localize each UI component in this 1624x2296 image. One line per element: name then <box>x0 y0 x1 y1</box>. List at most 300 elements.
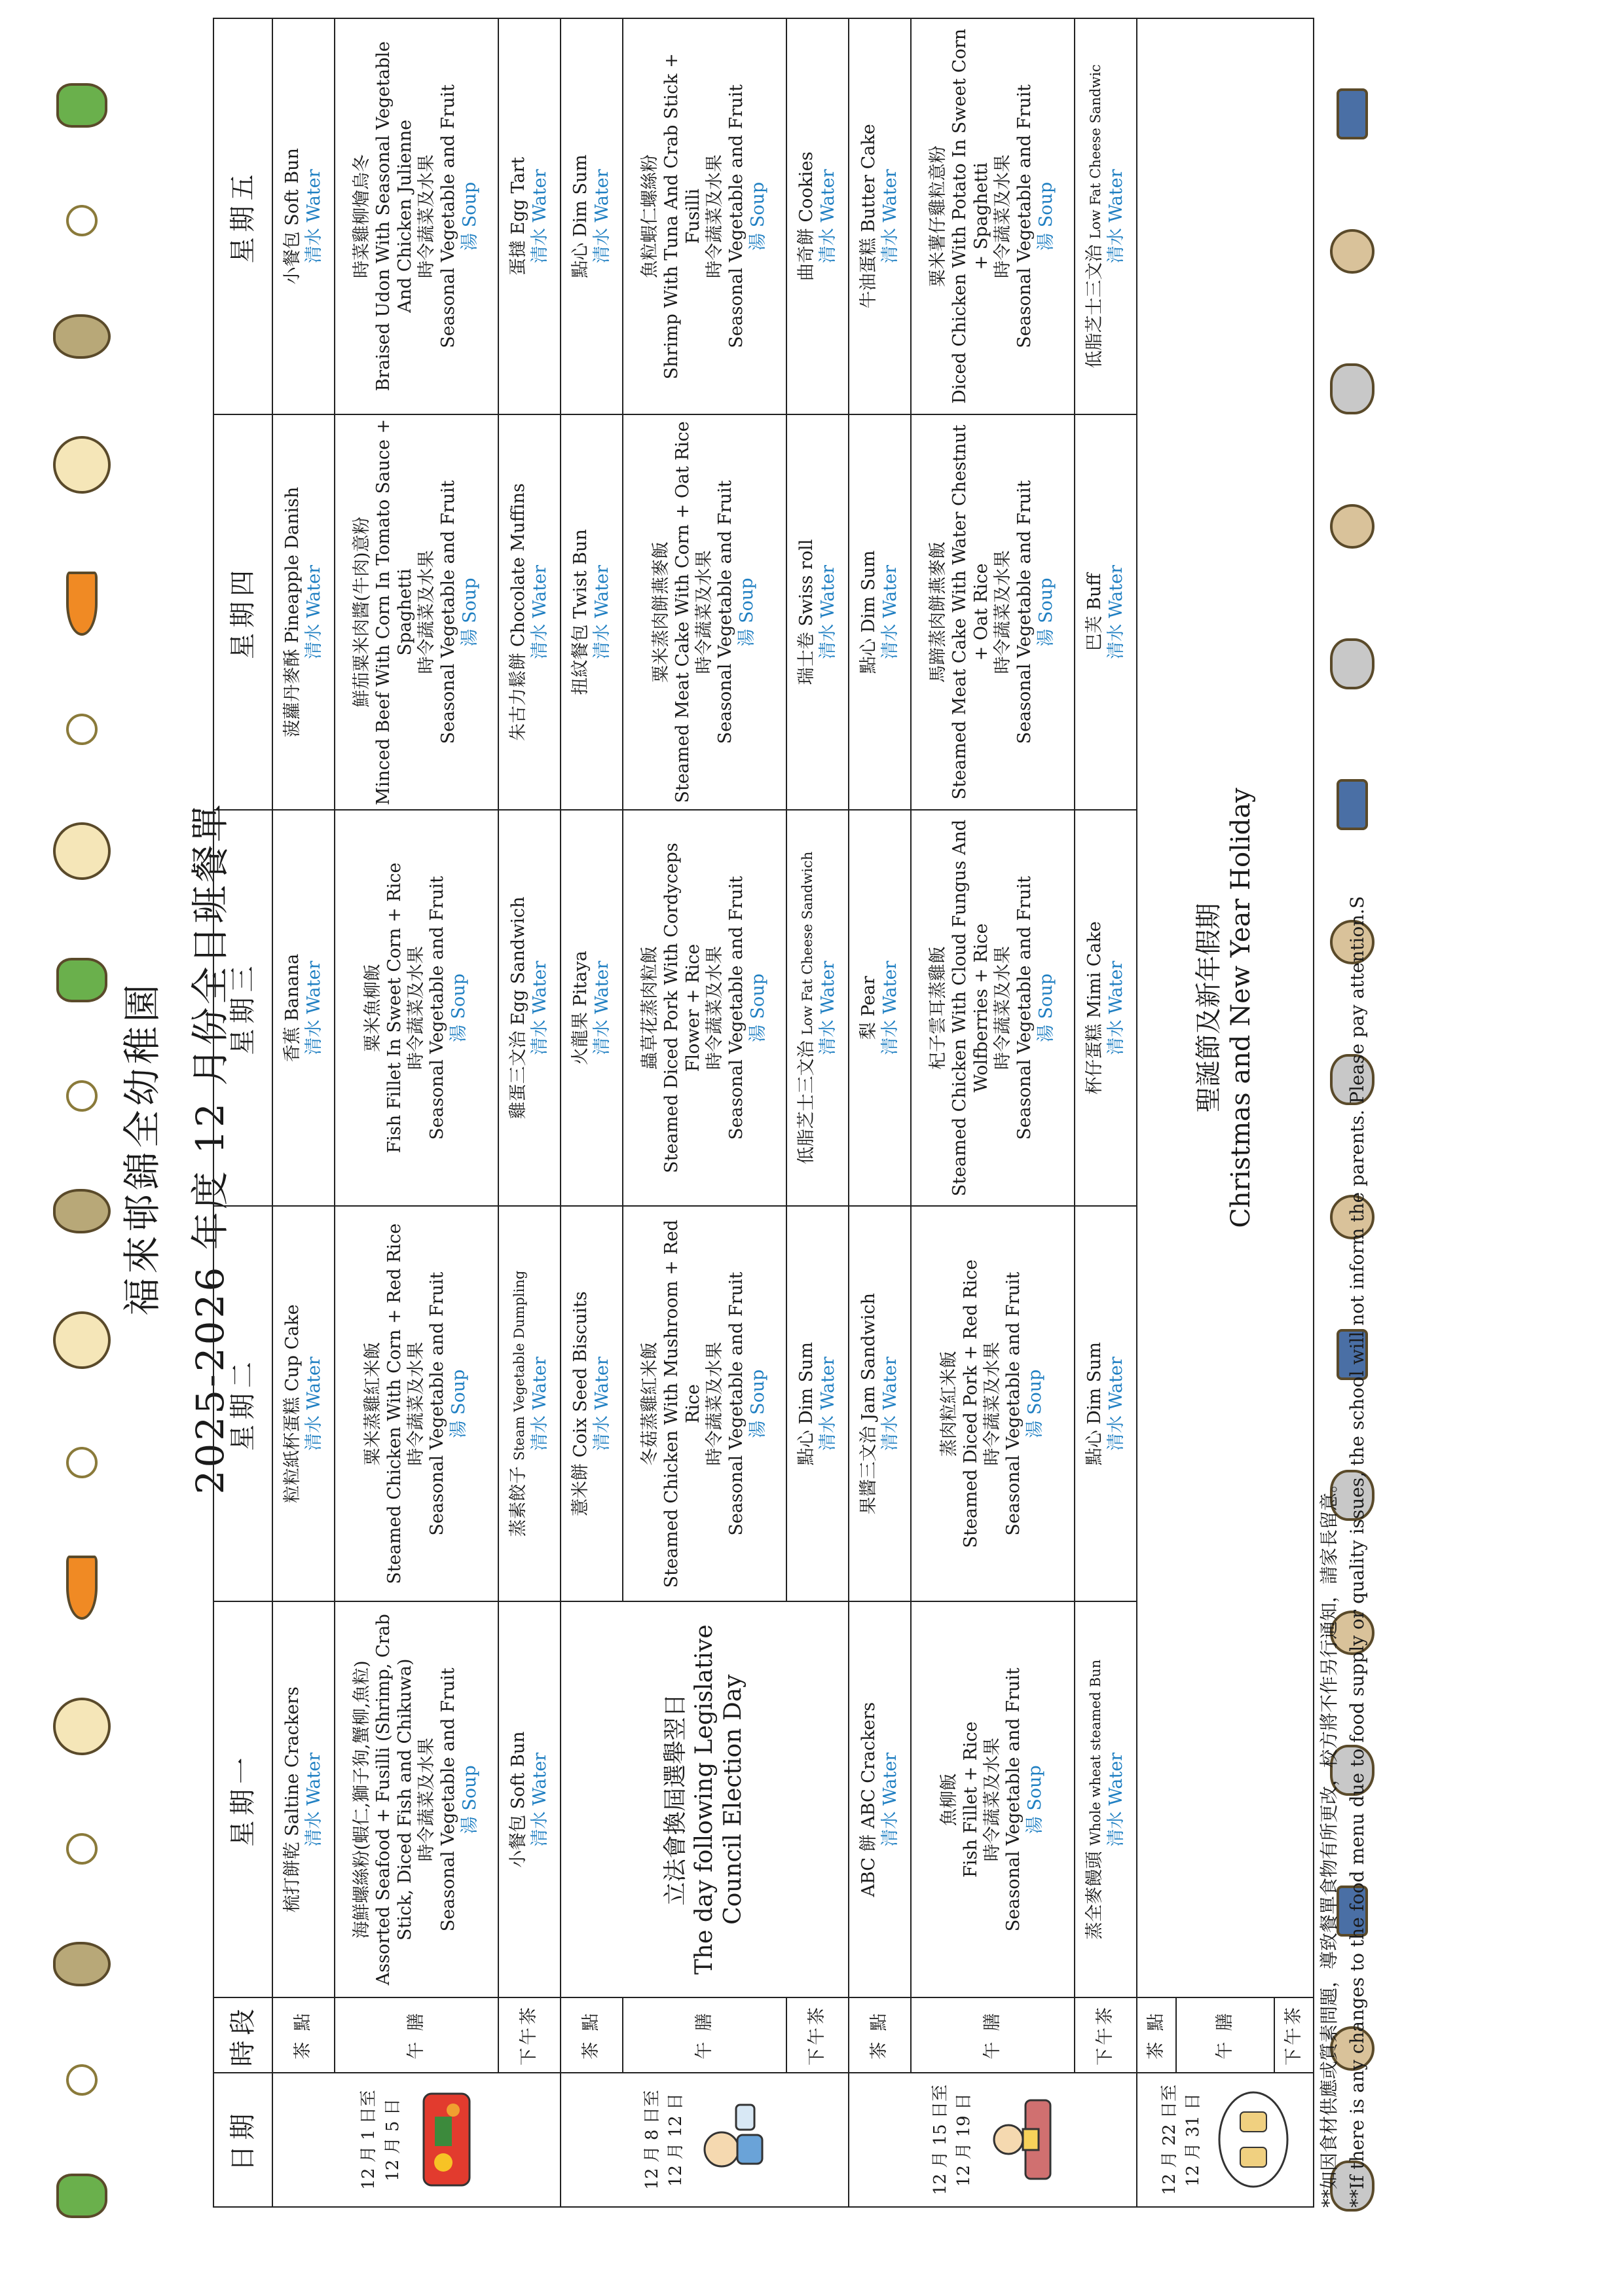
tea-name-en: Low Fat Cheese Sandwic <box>1087 64 1103 239</box>
water-label-zh: 清水 <box>1105 623 1126 659</box>
week-illustration <box>414 2077 476 2202</box>
side-dish-en: Seasonal Vegetable and Fruit <box>1014 84 1035 348</box>
water-label-en: Water <box>879 1357 900 1410</box>
side-dish-en: Seasonal Vegetable and Fruit <box>715 480 736 744</box>
tea-name-zh: 蒸素餃子 <box>507 1466 528 1537</box>
snack-name-zh: 小餐包 <box>282 231 303 285</box>
water-label-en: Water <box>303 1357 324 1410</box>
water-label-zh: 清水 <box>879 1415 900 1451</box>
side-dish-en: Seasonal Vegetable and Fruit <box>427 1271 448 1536</box>
week-3-lunch-row <box>911 18 1075 2207</box>
water-label-zh: 清水 <box>529 1415 550 1451</box>
date-cell <box>1137 2073 1314 2207</box>
toy-car-icon <box>1337 780 1368 831</box>
snack-name-zh: 薏米餅 <box>570 1463 591 1516</box>
snack-name-zh: 香蕉 <box>282 1027 303 1063</box>
spiral-icon <box>66 1447 98 1478</box>
snack-name-en: Pear <box>858 975 879 1017</box>
lunch-cell <box>623 18 786 414</box>
slot-label-snack: 茶 點 <box>849 1997 911 2073</box>
column-header-monday: 星期一 <box>213 1601 272 1997</box>
water-label-en: Water <box>817 960 838 1014</box>
snack-cell <box>849 18 911 414</box>
tea-name-zh: 點心 <box>796 1430 817 1466</box>
snack-cell <box>272 414 335 811</box>
side-dish-zh: 時令蔬菜及水果 <box>705 154 725 278</box>
tea-name-zh: 曲奇餅 <box>796 228 817 282</box>
lunch-cell <box>335 1601 498 1997</box>
water-label-zh: 清水 <box>303 1019 324 1055</box>
tea-cell <box>498 414 561 811</box>
snack-name-zh: 粒粒紙杯蛋糕 <box>282 1396 303 1503</box>
column-header-slot: 時段 <box>213 1997 272 2073</box>
water-label-zh: 清水 <box>817 623 838 659</box>
holiday-text-en: Christmas and New Year Holiday <box>1226 788 1256 1228</box>
tea-name-en: Egg Sandwich <box>507 896 528 1025</box>
snack-cell <box>561 1206 623 1602</box>
tea-name-en: Soft Bun <box>507 1731 528 1810</box>
lunch-cell <box>911 1601 1075 1997</box>
water-label-zh: 清水 <box>879 1019 900 1055</box>
snack-name-en: Butter Cake <box>858 124 879 232</box>
school-name: 福來邨錦全幼稚園 <box>120 980 164 1316</box>
lunch-name-zh: 時菜雞柳燴烏冬 <box>352 154 373 278</box>
soup-label-zh: 湯 <box>747 1420 768 1438</box>
water-label-en: Water <box>817 1357 838 1410</box>
soup-label-zh: 湯 <box>449 1025 470 1043</box>
monday-holiday-cell <box>561 1601 849 1997</box>
water-label-zh: 清水 <box>529 1811 550 1847</box>
date-cell <box>561 2073 849 2207</box>
snack-name-en: Pitaya <box>570 951 591 1007</box>
side-dish-zh: 時令蔬菜及水果 <box>982 1738 1003 1862</box>
lunch-name-en: Fish Fillet In Sweet Corn + Rice <box>384 862 405 1154</box>
tea-name-zh: 點心 <box>1084 1430 1105 1466</box>
soup-label-zh: 湯 <box>459 232 480 251</box>
lunch-name-en: Steamed Chicken With Mushroom + Red Rice <box>661 1219 704 1588</box>
snack-name-en: Pineapple Danish <box>282 486 303 644</box>
tea-cell <box>498 1206 561 1602</box>
side-dish-zh: 時令蔬菜及水果 <box>405 1341 426 1466</box>
tea-name-en: Dim Sum <box>1084 1341 1105 1425</box>
water-label-zh: 清水 <box>879 1811 900 1847</box>
week-3-tea-row <box>1075 18 1137 2207</box>
soup-label-en: Soup <box>1035 181 1056 228</box>
soup-label-en: Soup <box>449 1369 470 1415</box>
tea-cell <box>786 810 849 1206</box>
snack-name-en: Jam Sandwich <box>858 1293 879 1421</box>
snack-cell <box>272 18 335 414</box>
tea-name-en: Cookies <box>796 151 817 223</box>
snack-name-zh: 點心 <box>858 638 879 674</box>
slot-label-lunch: 午 膳 <box>335 1997 498 2073</box>
snack-name-zh: 扭紋餐包 <box>570 624 591 695</box>
water-label-en: Water <box>1105 1357 1126 1410</box>
water-label-en: Water <box>529 1357 550 1410</box>
snack-cell <box>849 1206 911 1602</box>
tea-cell <box>1075 810 1137 1206</box>
week-1-tea-row <box>498 18 561 2207</box>
lunch-name-en: Assorted Seafood + Fusilli (Shrimp, Crab Stick, Diced Fish and Chikuwa) <box>373 1614 416 1986</box>
tea-cell <box>498 1601 561 1997</box>
snack-name-zh: 點心 <box>570 242 591 278</box>
date-start: 12 月 1 日至 <box>359 2090 379 2190</box>
side-dish-zh: 時令蔬菜及水果 <box>993 550 1013 674</box>
monday-holiday-zh: 立法會換屆選舉翌日 <box>662 1693 690 1906</box>
tea-name-zh: 朱古力鬆餅 <box>507 652 528 741</box>
lunch-cell <box>623 810 786 1206</box>
water-label-zh: 清水 <box>591 228 612 264</box>
tea-cell <box>1075 1601 1137 1997</box>
date-end: 12 月 19 日 <box>954 2093 974 2187</box>
lunch-name-en: Steamed Diced Pork + Red Rice <box>960 1259 981 1548</box>
water-label-zh: 清水 <box>303 228 324 264</box>
water-label-en: Water <box>1105 960 1126 1014</box>
side-dish-en: Seasonal Vegetable and Fruit <box>726 1271 747 1536</box>
snack-name-en: Twist Bun <box>570 529 591 619</box>
week-1-lunch-row <box>335 18 498 2207</box>
slot-label-snack: 茶 點 <box>561 1997 623 2073</box>
water-label-en: Water <box>879 1752 900 1806</box>
water-label-zh: 清水 <box>591 1019 612 1055</box>
water-label-en: Water <box>591 169 612 223</box>
snack-name-en: ABC Crackers <box>858 1702 879 1829</box>
soup-label-zh: 湯 <box>747 1025 768 1043</box>
holiday-cell <box>1137 18 1314 1997</box>
snack-name-en: Dim Sum <box>570 155 591 237</box>
lunch-name-zh: 魚粒蝦仁螺絲粉 <box>640 154 661 278</box>
snack-cell <box>272 1206 335 1602</box>
lunch-cell <box>911 1206 1075 1602</box>
lunch-name-en: Diced Chicken With Potato In Sweet Corn + Spaghetti <box>950 28 992 404</box>
lunch-cell <box>623 1206 786 1602</box>
week-illustration <box>985 2077 1057 2202</box>
water-label-zh: 清水 <box>529 228 550 264</box>
soup-label-zh: 湯 <box>1025 1816 1046 1834</box>
slot-label-lunch: 午 膳 <box>1176 1997 1274 2073</box>
side-dish-en: Seasonal Vegetable and Fruit <box>1003 1667 1024 1932</box>
soup-label-zh: 湯 <box>1035 232 1056 251</box>
tea-name-en: Whole wheat steamed Bun <box>1087 1659 1103 1846</box>
slot-label-lunch: 午 膳 <box>623 1997 786 2073</box>
tea-name-en: Mimi Cake <box>1084 921 1105 1019</box>
side-dish-zh: 時令蔬菜及水果 <box>416 154 437 278</box>
header-row <box>213 18 272 2207</box>
tea-name-zh: 低脂芝士三文治 <box>796 1040 817 1165</box>
water-label-zh: 清水 <box>879 228 900 264</box>
water-label-en: Water <box>529 960 550 1014</box>
date-cell <box>849 2073 1137 2207</box>
side-dish-zh: 時令蔬菜及水果 <box>693 550 714 674</box>
soup-label-zh: 湯 <box>1035 629 1056 647</box>
tea-name-en: Swiss roll <box>796 539 817 627</box>
carrot-icon <box>66 1556 98 1620</box>
snack-name-en: Soft Bun <box>282 148 303 226</box>
soup-label-en: Soup <box>747 1369 768 1415</box>
carrot-icon <box>66 572 98 636</box>
spiral-icon <box>66 1080 98 1112</box>
tea-name-zh: 蛋撻 <box>507 240 528 276</box>
snack-name-en: Dim Sum <box>858 550 879 633</box>
side-dish-en: Seasonal Vegetable and Fruit <box>1014 876 1035 1140</box>
soup-label-zh: 湯 <box>1025 1420 1046 1438</box>
lunch-name-zh: 杞子雲耳蒸雞飯 <box>928 946 949 1070</box>
toy-car-icon <box>1337 89 1368 140</box>
tea-cell <box>786 1206 849 1602</box>
week-illustration <box>1214 2077 1293 2202</box>
lunch-name-zh: 魚柳飯 <box>938 1773 959 1827</box>
water-label-zh: 清水 <box>1105 1811 1126 1847</box>
snack-name-en: Saltine Crackers <box>282 1686 303 1836</box>
snack-cell <box>849 1601 911 1997</box>
tea-name-zh: 雞蛋三文治 <box>507 1030 528 1120</box>
water-label-en: Water <box>303 565 324 619</box>
water-label-zh: 清水 <box>303 1415 324 1451</box>
soup-label-en: Soup <box>459 181 480 228</box>
water-label-en: Water <box>1105 565 1126 619</box>
tea-cell <box>786 414 849 811</box>
lunch-cell <box>335 1206 498 1602</box>
water-label-zh: 清水 <box>817 1415 838 1451</box>
week-2-snack-row <box>561 18 623 2207</box>
water-label-en: Water <box>1105 169 1126 223</box>
soup-label-zh: 湯 <box>459 1816 480 1834</box>
snack-name-en: Coix Seed Biscuits <box>570 1291 591 1458</box>
water-label-zh: 清水 <box>817 228 838 264</box>
water-label-en: Water <box>879 169 900 223</box>
snack-name-zh: 梨 <box>858 1022 879 1040</box>
spiral-icon <box>66 205 98 236</box>
column-header-date: 日期 <box>213 2073 272 2207</box>
lunch-name-zh: 粟米魚柳飯 <box>362 964 383 1053</box>
date-end: 12 月 5 日 <box>382 2098 403 2181</box>
water-label-en: Water <box>529 565 550 619</box>
soup-label-zh: 湯 <box>449 1420 470 1438</box>
date-end: 12 月 12 日 <box>666 2093 686 2187</box>
soup-label-en: Soup <box>1035 974 1056 1019</box>
tea-name-zh: 杯仔蛋糕 <box>1084 1023 1105 1095</box>
tea-name-zh: 低脂芝士三文治 <box>1084 244 1105 369</box>
cat-icon <box>1330 364 1375 415</box>
tea-name-zh: 巴芙 <box>1084 615 1105 651</box>
page-title: 2025-2026 年度 12 月份全日班餐單 <box>188 801 232 1495</box>
column-header-friday: 星期五 <box>213 18 272 414</box>
side-dish-en: Seasonal Vegetable and Fruit <box>1003 1271 1024 1536</box>
tea-name-zh: 瑞士卷 <box>796 632 817 685</box>
snack-name-zh: ABC 餅 <box>858 1834 879 1897</box>
week-illustration <box>697 2077 769 2202</box>
spiral-icon <box>66 1833 98 1865</box>
tea-name-zh: 蒸全麥饅頭 <box>1084 1851 1105 1940</box>
water-label-en: Water <box>529 169 550 223</box>
water-label-en: Water <box>303 960 324 1014</box>
spiral-icon <box>66 714 98 745</box>
note-english: **If there is any changes to the food menu due to food supply or quality issues, the school will not inform the parents. Please pay attention.S <box>1346 896 1369 2208</box>
water-label-zh: 清水 <box>303 623 324 659</box>
side-dish-zh: 時令蔬菜及水果 <box>982 1341 1003 1466</box>
column-header-wednesday: 星期三 <box>213 810 272 1206</box>
water-label-zh: 清水 <box>591 623 612 659</box>
soup-label-en: Soup <box>459 1765 480 1811</box>
water-label-en: Water <box>1105 1752 1126 1806</box>
lunch-name-zh: 馬蹄蒸肉餅燕麥飯 <box>928 541 949 683</box>
spiral-icon <box>66 2064 98 2096</box>
soup-label-en: Soup <box>1025 1369 1046 1415</box>
tea-cell <box>1075 414 1137 811</box>
snack-name-zh: 果醬三文治 <box>858 1426 879 1515</box>
side-dish-zh: 時令蔬菜及水果 <box>416 1738 437 1862</box>
water-label-zh: 清水 <box>879 623 900 659</box>
snack-name-zh: 梳打餅乾 <box>282 1842 303 1913</box>
soup-label-zh: 湯 <box>747 232 768 251</box>
soup-label-en: Soup <box>1035 577 1056 623</box>
water-label-en: Water <box>879 565 900 619</box>
water-label-en: Water <box>817 565 838 619</box>
water-label-zh: 清水 <box>1105 228 1126 264</box>
slot-label-snack: 茶 點 <box>1137 1997 1176 2073</box>
tea-name-en: Dim Sum <box>796 1341 817 1425</box>
water-label-en: Water <box>591 565 612 619</box>
notes <box>1315 896 1372 2208</box>
soup-label-zh: 湯 <box>737 629 758 647</box>
monday-holiday-en: The day following Legislative Council Election Day <box>691 1624 747 1975</box>
tea-name-zh: 小餐包 <box>507 1814 528 1868</box>
column-header-thursday: 星期四 <box>213 414 272 811</box>
side-dish-zh: 時令蔬菜及水果 <box>705 1341 725 1466</box>
lunch-name-zh: 蒸肉粒紅米飯 <box>938 1351 959 1457</box>
week-4-snack-row <box>1137 18 1176 2207</box>
lunch-name-zh: 粟米蒸肉餅燕麥飯 <box>650 541 671 683</box>
column-header-tuesday: 星期二 <box>213 1206 272 1602</box>
date-cell <box>272 2073 561 2207</box>
water-label-zh: 清水 <box>591 1415 612 1451</box>
mouse-icon <box>1330 505 1375 549</box>
tea-name-en: Steam Vegetable Dumpling <box>511 1270 527 1461</box>
slot-label-lunch: 午 膳 <box>911 1997 1075 2073</box>
lunch-cell <box>911 810 1075 1206</box>
tea-name-en: Egg Tart <box>507 156 528 235</box>
water-label-en: Water <box>303 1752 324 1806</box>
lunch-name-en: Steamed Chicken With Corn + Red Rice <box>384 1223 405 1584</box>
water-label-zh: 清水 <box>529 1019 550 1055</box>
side-dish-en: Seasonal Vegetable and Fruit <box>437 84 458 348</box>
tea-cell <box>786 18 849 414</box>
slot-label-tea: 下午茶 <box>1274 1997 1314 2073</box>
slot-label-tea: 下午茶 <box>786 1997 849 2073</box>
week-1-snack-row <box>272 18 335 2207</box>
week-3-snack-row <box>849 18 911 2207</box>
water-label-zh: 清水 <box>529 623 550 659</box>
side-dish-en: Seasonal Vegetable and Fruit <box>437 1667 458 1932</box>
tea-cell <box>498 18 561 414</box>
tea-name-en: Chocolate Muffins <box>507 483 528 647</box>
side-dish-zh: 時令蔬菜及水果 <box>993 946 1013 1070</box>
lunch-name-zh: 海鮮螺絲粉(蝦仁,獅子狗,蟹柳,魚粒) <box>352 1660 373 1939</box>
lunch-cell <box>623 414 786 811</box>
lunch-name-en: Steamed Chicken With Cloud Fungus And Wolfberries + Rice <box>950 819 992 1197</box>
lunch-name-en: Braised Udon With Seasonal Vegetable And Chicken Julienne <box>373 41 416 392</box>
lunch-name-en: Steamed Meat Cake With Water Chestnut + Oat Rice <box>950 424 992 800</box>
water-label-en: Water <box>529 1752 550 1806</box>
slot-label-snack: 茶 點 <box>272 1997 335 2073</box>
lunch-name-en: Steamed Meat Cake With Corn + Oat Rice <box>672 421 693 803</box>
side-dish-en: Seasonal Vegetable and Fruit <box>427 876 448 1140</box>
menu-table <box>213 18 1314 2208</box>
soup-label-en: Soup <box>449 974 470 1019</box>
mouse-icon <box>1330 230 1375 274</box>
lunch-cell <box>335 810 498 1206</box>
slot-label-tea: 下午茶 <box>1075 1997 1137 2073</box>
lunch-cell <box>911 414 1075 811</box>
side-dish-en: Seasonal Vegetable and Fruit <box>1014 480 1035 744</box>
snack-cell <box>272 1601 335 1997</box>
side-dish-zh: 時令蔬菜及水果 <box>993 154 1013 278</box>
lunch-name-zh: 粟米薯仔雞粒意粉 <box>928 145 949 287</box>
lunch-name-en: Shrimp With Tuna And Crab Stick + Fusilli <box>661 53 704 380</box>
water-label-zh: 清水 <box>1105 1415 1126 1451</box>
side-dish-zh: 時令蔬菜及水果 <box>405 946 426 1070</box>
lunch-cell <box>911 18 1075 414</box>
soup-label-en: Soup <box>747 974 768 1019</box>
soup-label-en: Soup <box>1025 1765 1046 1811</box>
cat-icon <box>1330 639 1375 690</box>
lunch-name-zh: 粟米蒸雞紅米飯 <box>362 1341 383 1466</box>
date-start: 12 月 15 日至 <box>930 2085 950 2195</box>
side-dish-zh: 時令蔬菜及水果 <box>416 550 437 674</box>
side-dish-en: Seasonal Vegetable and Fruit <box>437 480 458 744</box>
holiday-text-zh: 聖誕節及新年假期 <box>1194 903 1225 1113</box>
water-label-en: Water <box>879 960 900 1014</box>
lunch-name-zh: 冬菇蒸雞紅米飯 <box>640 1341 661 1466</box>
note-chinese: **如因食材供應或質素問題，導致餐單食物有所更改，校方將不作另行通知，請家長留意。 <box>1318 1474 1340 2208</box>
lunch-name-en: Minced Beef With Corn In Tomato Sauce + Spaghetti <box>373 418 416 805</box>
tea-cell <box>1075 18 1137 414</box>
soup-label-en: Soup <box>737 577 758 623</box>
soup-label-zh: 湯 <box>1035 1025 1056 1043</box>
tea-name-en: Low Fat Cheese Sandwich <box>799 851 815 1035</box>
tea-cell <box>498 810 561 1206</box>
side-dish-en: Seasonal Vegetable and Fruit <box>726 876 747 1140</box>
snack-name-zh: 牛油蛋糕 <box>858 238 879 309</box>
snack-name-zh: 菠蘿丹麥酥 <box>282 649 303 738</box>
water-label-en: Water <box>591 960 612 1014</box>
water-label-en: Water <box>591 1357 612 1410</box>
date-start: 12 月 22 日至 <box>1159 2085 1179 2195</box>
snack-cell <box>849 414 911 811</box>
water-label-zh: 清水 <box>1105 1019 1126 1055</box>
tea-name-en: Buff <box>1084 573 1105 610</box>
slot-label-tea: 下午茶 <box>498 1997 561 2073</box>
lunch-name-en: Steamed Diced Pork With Cordyceps Flower + Rice <box>661 843 704 1173</box>
water-label-en: Water <box>303 169 324 223</box>
side-dish-en: Seasonal Vegetable and Fruit <box>726 84 747 348</box>
snack-cell <box>849 810 911 1206</box>
snack-cell <box>561 414 623 811</box>
water-label-zh: 清水 <box>817 1019 838 1055</box>
water-label-en: Water <box>817 169 838 223</box>
side-dish-zh: 時令蔬菜及水果 <box>705 946 725 1070</box>
soup-label-en: Soup <box>747 181 768 228</box>
lunch-cell <box>335 414 498 811</box>
snack-cell <box>561 18 623 414</box>
soup-label-zh: 湯 <box>459 629 480 647</box>
lunch-cell <box>335 18 498 414</box>
water-label-zh: 清水 <box>303 1811 324 1847</box>
snack-cell <box>561 810 623 1206</box>
snack-cell <box>272 810 335 1206</box>
lunch-name-zh: 鮮茄粟米肉醬(牛肉)意粉 <box>352 517 373 708</box>
lunch-name-en: Fish Fillet + Rice <box>960 1721 981 1878</box>
